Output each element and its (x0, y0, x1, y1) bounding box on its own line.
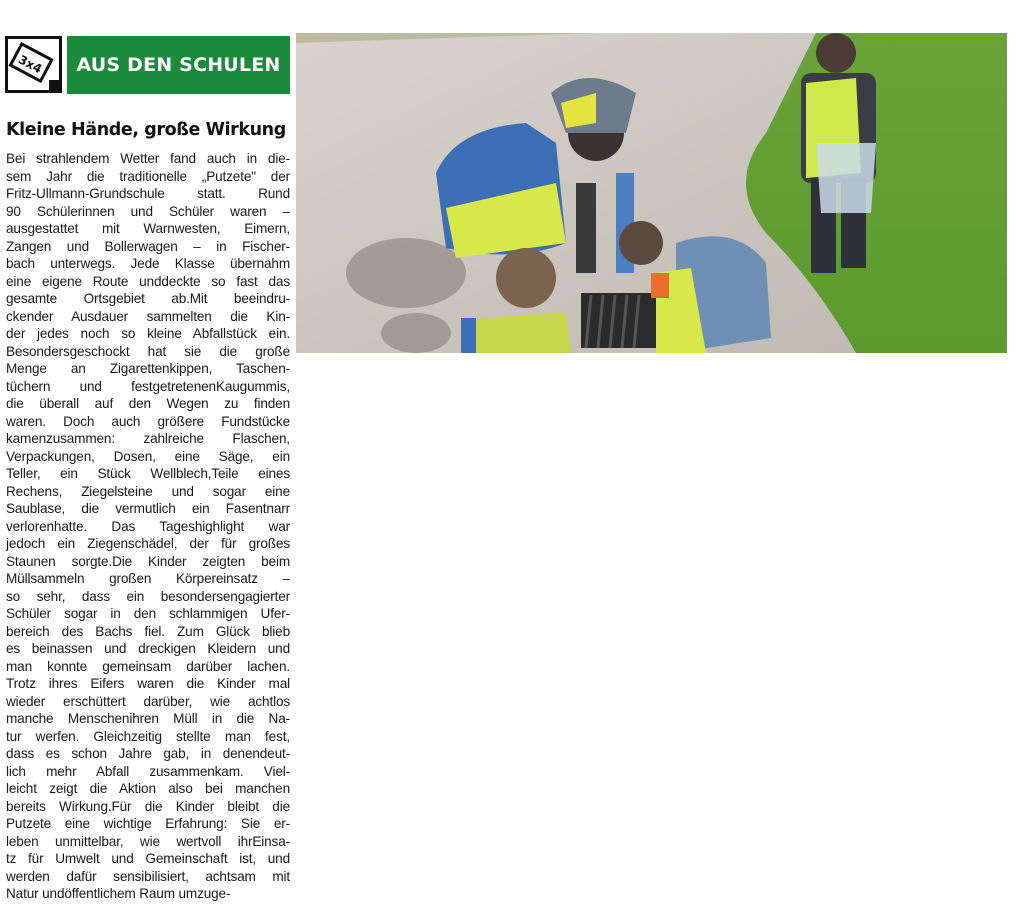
article-line: der jedes noch so kleine Abfallstück ein. (6, 326, 290, 341)
article-line: die überall auf den Wegen zu finden (6, 396, 290, 411)
article-line: 90 Schülerinnen und Schüler waren – (6, 203, 290, 219)
logo-icon (8, 39, 59, 90)
article-line: leben unmittelbar, wie wertvoll ihrEinsa- (6, 833, 290, 849)
article-line: Rechens, Ziegelsteine und sogar eine (6, 483, 290, 499)
article-photo (296, 33, 1007, 353)
article-line: Staunen sorgte.Die Kinder zeigten beim (6, 553, 290, 569)
article-line: wieder erschüttert darüber, wie achtlos (6, 693, 290, 709)
section-banner (67, 36, 290, 94)
article-line: Verpackungen, Dosen, eine Säge, ein (6, 448, 290, 464)
article-line: es beinassen und dreckigen Kleidern und (6, 641, 290, 656)
article-line: Zangen und Bollerwagen – in Fischer- (6, 238, 290, 254)
article-line: Teller, ein Stück Wellblech,Teile eines (6, 466, 290, 481)
article-line: Fritz-Ullmann-Grundschule statt. Rund (6, 186, 290, 201)
article-line: man konnte gemeinsam darüber lachen. (6, 658, 290, 674)
article-line: so sehr, dass ein besondersengagierter (6, 588, 290, 604)
article-line: Schüler sogar in den schlammigen Ufer- (6, 606, 290, 621)
logo-text: 3x4 (16, 52, 45, 77)
article-line: Putzete eine wichtige Erfahrung: Sie er- (6, 816, 290, 831)
article-line: Müllsammeln großen Körpereinsatz – (6, 571, 290, 586)
article-line: Bei strahlendem Wetter fand auch in die- (6, 151, 290, 166)
photo-children-collecting-litter (296, 33, 1007, 353)
article-line: leicht zeigt die Aktion also bei manchen (6, 781, 290, 796)
article-line: Trotz ihres Eifers waren die Kinder mal (6, 676, 290, 691)
article-line: bereits Wirkung.Für die Kinder bleibt die (6, 798, 290, 814)
article-line: ckender Ausdauer sammelten die Kin- (6, 308, 290, 324)
article-line: dass es schon Jahre gab, in denendeut- (6, 746, 290, 761)
section-logo (5, 36, 62, 93)
article-body (6, 150, 290, 903)
article-line: tur werfen. Gleichzeitig stellte man fest, (6, 728, 290, 744)
article-line: werden dafür sensibilisiert, achtsam mit (6, 868, 290, 884)
article-line: bereich des Bachs fiel. Zum Glück blieb (6, 623, 290, 639)
article-line: bach unterwegs. Jede Klasse übernahm (6, 256, 290, 271)
article-line: eine eigene Route unddeckte so fast das (6, 273, 290, 289)
article-title: Kleine Hände, große Wirkung (6, 120, 286, 140)
article-line: sem Jahr die traditionelle „Putzete" der (6, 168, 290, 184)
article-line: tüchern und festgetretenenKaugummis, (6, 378, 290, 394)
article-line: ausgestattet mit Warnwesten, Eimern, (6, 221, 290, 236)
article-line: Menge an Zigarettenkippen, Taschen- (6, 361, 290, 376)
article-line: kamenzusammen: zahlreiche Flaschen, (6, 431, 290, 446)
article-line: Besondersgeschockt hat sie die große (6, 343, 290, 359)
article-line: gesamte Ortsgebiet ab.Mit beeindru- (6, 291, 290, 306)
section-label: AUS DEN SCHULEN (76, 54, 281, 76)
article-line: verlorenhatte. Das Tageshighlight war (6, 518, 290, 534)
article-line: waren. Doch auch größere Fundstücke (6, 413, 290, 429)
article-line: manche Menschenihren Müll in die Na- (6, 711, 290, 726)
article-line: tz für Umwelt und Gemeinschaft ist, und (6, 851, 290, 866)
article-line: Natur undöffentlichem Raum umzuge- (6, 886, 231, 901)
article-line: lich mehr Abfall zusammenkam. Viel- (6, 763, 290, 779)
article-line: jedoch ein Ziegenschädel, der für großes (6, 536, 290, 551)
article-line: Saublase, die vermutlich ein Fasentnarr (6, 501, 290, 516)
